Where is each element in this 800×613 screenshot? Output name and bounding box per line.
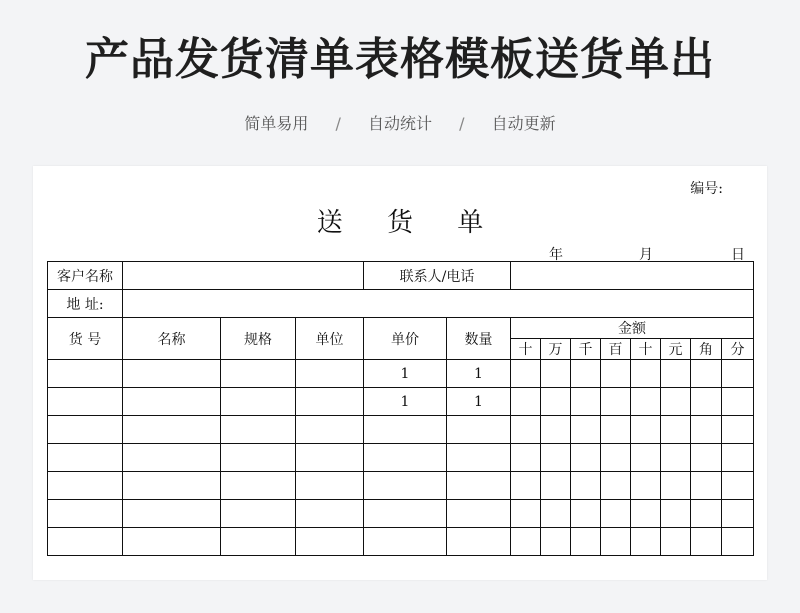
delivery-note-sheet — [33, 166, 767, 580]
amount-digit-cell[interactable] — [722, 528, 754, 556]
amount-digit-cell[interactable] — [601, 472, 631, 500]
amount-digit-cell[interactable] — [661, 528, 691, 556]
spec-cell[interactable] — [221, 388, 296, 416]
amount-digit-cell[interactable] — [661, 388, 691, 416]
item-no-cell[interactable] — [48, 388, 123, 416]
amount-digit-cell[interactable] — [511, 388, 541, 416]
spec-cell[interactable] — [221, 444, 296, 472]
price-cell[interactable] — [364, 444, 447, 472]
digit-header: 百 — [601, 339, 631, 360]
amount-digit-cell[interactable] — [631, 500, 661, 528]
unit-cell[interactable] — [296, 528, 364, 556]
form-number-label: 编号: — [690, 181, 723, 197]
customer-name-label: 客户名称 — [48, 262, 123, 290]
amount-digit-cell[interactable] — [571, 444, 601, 472]
date-day-label: 日 — [731, 247, 745, 263]
digit-header: 元 — [661, 339, 691, 360]
amount-digit-cell[interactable] — [571, 388, 601, 416]
item-no-cell[interactable] — [48, 472, 123, 500]
amount-digit-cell[interactable] — [722, 472, 754, 500]
amount-digit-cell[interactable] — [541, 416, 571, 444]
digit-header: 分 — [722, 339, 754, 360]
amount-digit-cell[interactable] — [691, 388, 722, 416]
digit-header: 千 — [571, 339, 601, 360]
qty-cell[interactable] — [447, 416, 511, 444]
table-row — [48, 472, 754, 500]
qty-cell[interactable]: 1 — [447, 360, 511, 388]
amount-digit-cell[interactable] — [601, 500, 631, 528]
amount-digit-cell[interactable] — [631, 528, 661, 556]
item-no-cell[interactable] — [48, 528, 123, 556]
amount-digit-cell[interactable] — [571, 416, 601, 444]
price-cell[interactable] — [364, 416, 447, 444]
feature-tag: 自动更新 — [491, 114, 556, 133]
table-row — [48, 360, 754, 388]
date-year-label: 年 — [549, 247, 563, 263]
address-label: 地 址: — [48, 290, 123, 318]
table-row — [48, 500, 754, 528]
spec-cell[interactable] — [221, 500, 296, 528]
name-cell[interactable] — [123, 444, 221, 472]
amount-digit-cell[interactable] — [541, 444, 571, 472]
contact-label: 联系人/电话 — [364, 262, 511, 290]
digit-header: 角 — [691, 339, 722, 360]
amount-digit-cell[interactable] — [722, 500, 754, 528]
amount-digit-cell[interactable] — [511, 444, 541, 472]
feature-tag: 自动统计 — [367, 114, 432, 133]
name-header: 名称 — [123, 318, 221, 360]
amount-digit-cell[interactable] — [631, 360, 661, 388]
tag-separator: / — [459, 114, 465, 133]
name-cell[interactable] — [123, 472, 221, 500]
unit-cell[interactable] — [296, 500, 364, 528]
amount-digit-cell[interactable] — [661, 472, 691, 500]
amount-digit-cell[interactable] — [541, 388, 571, 416]
unit-cell[interactable] — [296, 444, 364, 472]
price-cell[interactable]: 1 — [364, 360, 447, 388]
qty-cell[interactable] — [447, 500, 511, 528]
item-no-cell[interactable] — [48, 500, 123, 528]
header-row — [48, 318, 754, 339]
tag-separator: / — [335, 114, 341, 133]
amount-digit-cell[interactable] — [631, 472, 661, 500]
amount-digit-cell[interactable] — [601, 444, 631, 472]
digit-header: 万 — [541, 339, 571, 360]
feature-tag: 简单易用 — [244, 114, 309, 133]
contact-field[interactable] — [511, 262, 754, 290]
amount-digit-cell[interactable] — [511, 528, 541, 556]
table-row — [48, 416, 754, 444]
address-field[interactable] — [123, 290, 754, 318]
spec-cell[interactable] — [221, 360, 296, 388]
name-cell[interactable] — [123, 416, 221, 444]
amount-digit-cell[interactable] — [691, 416, 722, 444]
qty-header: 数量 — [447, 318, 511, 360]
unit-cell[interactable] — [296, 360, 364, 388]
item-no-cell[interactable] — [48, 360, 123, 388]
table-row — [48, 528, 754, 556]
customer-name-field[interactable] — [123, 262, 364, 290]
amount-digit-cell[interactable] — [571, 500, 601, 528]
item-no-header: 货 号 — [48, 318, 123, 360]
amount-digit-cell[interactable] — [661, 500, 691, 528]
amount-digit-cell[interactable] — [601, 528, 631, 556]
amount-digit-cell[interactable] — [571, 472, 601, 500]
feature-tags — [0, 112, 800, 136]
amount-digit-cell[interactable] — [691, 360, 722, 388]
price-cell[interactable] — [364, 500, 447, 528]
amount-digit-cell[interactable] — [631, 444, 661, 472]
amount-header: 金额 — [511, 318, 754, 339]
name-cell[interactable] — [123, 500, 221, 528]
digit-header: 十 — [631, 339, 661, 360]
qty-cell[interactable]: 1 — [447, 388, 511, 416]
name-cell[interactable] — [123, 528, 221, 556]
amount-digit-cell[interactable] — [571, 528, 601, 556]
address-row — [48, 290, 754, 318]
delivery-table — [47, 261, 754, 556]
price-cell[interactable]: 1 — [364, 388, 447, 416]
amount-digit-cell[interactable] — [661, 360, 691, 388]
amount-digit-cell[interactable] — [691, 528, 722, 556]
amount-digit-cell[interactable] — [511, 416, 541, 444]
amount-digit-cell[interactable] — [541, 472, 571, 500]
amount-digit-cell[interactable] — [661, 444, 691, 472]
spec-cell[interactable] — [221, 416, 296, 444]
amount-digit-cell[interactable] — [661, 416, 691, 444]
item-no-cell[interactable] — [48, 416, 123, 444]
amount-digit-cell[interactable] — [722, 388, 754, 416]
amount-digit-cell[interactable] — [722, 444, 754, 472]
table-row — [48, 444, 754, 472]
date-month-label: 月 — [639, 247, 653, 263]
qty-cell[interactable] — [447, 472, 511, 500]
spec-header: 规格 — [221, 318, 296, 360]
spec-cell[interactable] — [221, 472, 296, 500]
amount-digit-cell[interactable] — [691, 444, 722, 472]
qty-cell[interactable] — [447, 444, 511, 472]
digit-header: 十 — [511, 339, 541, 360]
amount-digit-cell[interactable] — [601, 360, 631, 388]
item-no-cell[interactable] — [48, 444, 123, 472]
amount-digit-cell[interactable] — [601, 416, 631, 444]
price-cell[interactable] — [364, 528, 447, 556]
amount-digit-cell[interactable] — [691, 472, 722, 500]
spec-cell[interactable] — [221, 528, 296, 556]
unit-cell[interactable] — [296, 472, 364, 500]
delivery-note-title: 送 货 单 — [316, 208, 502, 238]
amount-digit-cell[interactable] — [571, 360, 601, 388]
amount-digit-cell[interactable] — [601, 388, 631, 416]
amount-digit-cell[interactable] — [511, 472, 541, 500]
amount-digit-cell[interactable] — [691, 500, 722, 528]
table-row — [48, 388, 754, 416]
price-cell[interactable] — [364, 472, 447, 500]
amount-digit-cell[interactable] — [511, 360, 541, 388]
unit-cell[interactable] — [296, 416, 364, 444]
amount-digit-cell[interactable] — [541, 500, 571, 528]
name-cell[interactable] — [123, 360, 221, 388]
qty-cell[interactable] — [447, 528, 511, 556]
unit-header: 单位 — [296, 318, 364, 360]
price-header: 单价 — [364, 318, 447, 360]
unit-cell[interactable] — [296, 388, 364, 416]
amount-digit-cell[interactable] — [541, 528, 571, 556]
amount-digit-cell[interactable] — [722, 416, 754, 444]
amount-digit-cell[interactable] — [631, 416, 661, 444]
amount-digit-cell[interactable] — [631, 388, 661, 416]
amount-digit-cell[interactable] — [722, 360, 754, 388]
page-title: 产品发货清单表格模板送货单出 — [85, 34, 715, 85]
customer-row — [48, 262, 754, 290]
amount-digit-cell[interactable] — [541, 360, 571, 388]
name-cell[interactable] — [123, 388, 221, 416]
amount-digit-cell[interactable] — [511, 500, 541, 528]
